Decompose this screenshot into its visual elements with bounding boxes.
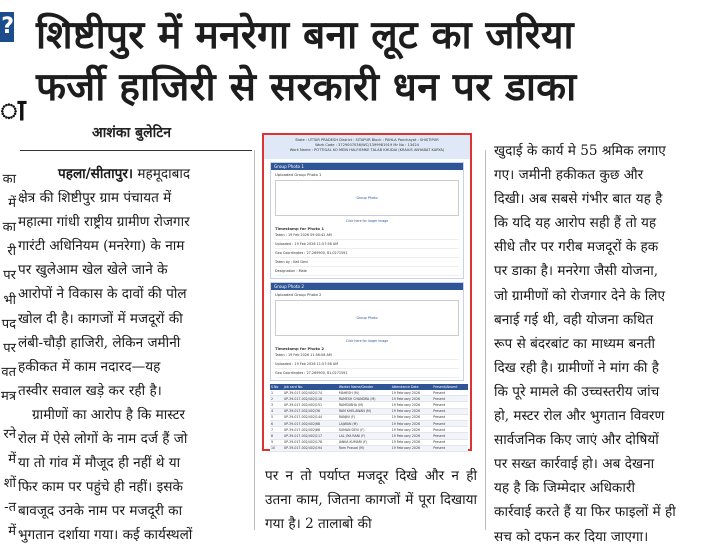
table-header-cell: Job card No. <box>283 384 338 390</box>
column-1-line: पर खुलेआम खेल खेले जाने के <box>18 262 168 279</box>
table-cell: 19 February 2026 <box>391 427 433 433</box>
table-cell: UP-39-017-002/402/88 <box>283 427 338 433</box>
table-cell: MAHESH (M) <box>338 390 391 396</box>
table-cell: UP-39-017-002/402/68 <box>283 420 338 426</box>
table-cell: Present <box>432 427 468 433</box>
column-3-line: सीधे तौर पर गरीब मजदूरों के हक <box>494 239 659 256</box>
byline-rule <box>20 150 252 151</box>
table-cell: Present <box>432 439 468 445</box>
clipped-text-fragment: मत्र <box>1 388 16 404</box>
column-1-line: आरोपों ने विकास के दावों की पोल <box>18 286 187 303</box>
group-photo-2-label: Uploaded Group Photo 2 <box>275 292 322 297</box>
table-cell: RAMESH CHANDRA (M) <box>338 396 391 402</box>
table-cell: 9 <box>270 439 283 445</box>
table-cell: LAJWAN (M) <box>338 420 391 426</box>
table-cell: 3 <box>270 402 283 408</box>
column-3-line: पर सख्त कार्रवाई हो। अब देखना <box>494 456 655 473</box>
table-cell: 6 <box>270 420 283 426</box>
column-3-line: कार्रवाई करते हैं या फिर फाइलों में ही <box>494 504 676 521</box>
timestamp-2-row: Taken : 19 Feb 2026 11:56:08 AM <box>275 351 459 360</box>
article-column-3 <box>494 139 704 549</box>
column-1-first-line <box>58 162 246 186</box>
article-column-1 <box>18 162 246 548</box>
column-1-line: हकीकत में काम नदारद—यह <box>18 358 161 375</box>
timestamp-1-row: Designation : Mate <box>275 267 459 276</box>
table-cell: 19 February 2026 <box>391 390 433 396</box>
column-2-paragraph: पर न तो पर्याप्त मजदूर दिखे और न ही उतना काम, जितना कागजों में पूरा दिखाया गया है। 2 तालाबो की <box>265 468 477 533</box>
table-cell: UP-39-017-002/402/151 <box>283 402 338 408</box>
headline-line-2: फर्जी हाजिरी से सरकारी धन पर डाका <box>36 65 577 110</box>
screenshot-header-workname: Work Name : POTTIGAL KO MEIN HALFIEMKE TALAB KHUDAI (KRAIUS ANYABAT KARYA) <box>289 148 445 152</box>
group-photo-1-title: Group Photo 1 <box>271 163 463 170</box>
column-1-line: या तो गांव में मौजूद ही नहीं थे या <box>18 455 181 472</box>
clipped-text-fragment: में <box>8 451 16 467</box>
embedded-attendance-screenshot <box>262 133 472 451</box>
table-cell: 5 <box>270 414 283 420</box>
column-3-line: खुदाई के कार्य मे 55 श्रमिक लगाए <box>494 143 666 159</box>
column-1-line: बावजूद उनके नाम पर मजदूरी का <box>18 503 183 520</box>
column-1-line: ग्रामीणों का आरोप है कि मास्टर <box>32 406 185 423</box>
table-cell: Present <box>432 433 468 439</box>
table-cell: SUMAN DEVI (F) <box>338 427 391 433</box>
column-3-line: सच को दफन कर दिया जाएगा। <box>494 528 649 545</box>
table-cell: 19 February 2026 <box>391 396 433 402</box>
column-3-line: यह है कि जिम्मेदार अधिकारी <box>494 480 635 497</box>
timestamp-1-row: Geo Coordinates : 27.269900, 81.0271591 <box>275 249 459 258</box>
clipped-text-fragment: का <box>2 220 16 236</box>
column-1-line: रोल में ऐसे लोगों के नाम दर्ज हैं जो <box>18 431 188 448</box>
table-header-cell: Present/Absent <box>432 384 468 390</box>
clipped-text-fragment: पर <box>3 340 16 356</box>
table-cell: LAL JIYA RANI (F) <box>338 433 391 439</box>
question-badge: ? <box>0 12 14 42</box>
table-cell: UP-39-017-002/402/36 <box>283 408 338 414</box>
table-cell: Present <box>432 402 468 408</box>
table-cell: UP-39-017-002/402/144 <box>283 414 338 420</box>
clipped-text-fragment: त- <box>4 499 16 515</box>
table-cell: 10 <box>270 445 283 451</box>
column-3-line: गए। जमीनी हकीकत कुछ और <box>494 167 644 184</box>
timestamp-1-row: Uploaded : 19 Feb 2026 11:57:56 AM <box>275 240 459 249</box>
column-3-line: हो, मस्टर रोल और भुगतान विवरण <box>494 408 665 425</box>
clipped-text-fragment: पर <box>3 268 16 284</box>
column-1-line: फिर काम पर पहुंचे ही नहीं। इसके <box>18 479 183 496</box>
column-3-line: कि पूरे मामले की उच्चस्तरीय जांच <box>494 383 660 400</box>
column-3-line: जो ग्रामीणों को रोजगार देने के लिए <box>494 287 666 304</box>
screenshot-header-state: State : UTTAR PRADESH District : SITAPUR Block : PAHLA Panchayat : SHISTIPUR <box>295 138 439 142</box>
screenshot-header-workcode: Work Code : 3729007036/WC/1399981919 Mr No : 13424 <box>315 143 419 147</box>
group-photo-2-enlarge-link[interactable]: Click here for larger image <box>345 339 389 343</box>
byline: आशंका बुलेटिन <box>92 125 172 141</box>
group-photo-1-enlarge-link[interactable]: Click here for larger image <box>345 219 389 223</box>
column-1-line: लंबी-चौड़ी हाजिरी, लेकिन जमीनी <box>18 334 181 351</box>
column-1-line: गारंटी अधिनियम (मनरेगा) के नाम <box>18 238 185 255</box>
column-divider <box>254 150 255 530</box>
clipped-text-fragment: का <box>2 172 16 187</box>
timestamp-1-row: Taken : 19 Feb 2026 09:00:42 AM <box>275 231 459 240</box>
group-photo-1-image <box>275 180 459 216</box>
table-cell: 8 <box>270 433 283 439</box>
table-cell: 19 February 2026 <box>391 433 433 439</box>
table-cell: 1 <box>270 390 283 396</box>
column-3-line: पर डाका है। मनरेगा जैसी योजना, <box>494 263 659 280</box>
group-photo-2-alt: Group Photo <box>356 316 378 321</box>
column-1-line: महात्मा गांधी राष्ट्रीय ग्रामीण रोजगार <box>18 214 190 231</box>
group-photo-1-label: Uploaded Group Photo 1 <box>275 172 322 177</box>
table-row <box>270 445 468 451</box>
table-cell: RAM KHELAWAN (M) <box>338 408 391 414</box>
group-photo-2-image <box>275 300 459 336</box>
column-1-line: तस्वीर सवाल खड़े कर रही है। <box>18 382 162 399</box>
clipped-text-fragment: भी <box>3 292 16 308</box>
column-3-line: रूप से बंदरबांट का माध्यम बनती <box>494 335 656 352</box>
table-cell: RANJNI (F) <box>338 414 391 420</box>
dateline: पहला/सीतापुर। <box>58 166 134 182</box>
column-3-line: दिखी। अब सबसे गंभीर बात यह है <box>494 191 663 208</box>
table-cell: 4 <box>270 408 283 414</box>
article-column-2 <box>265 464 477 536</box>
table-cell: JANKA KUMARI (F) <box>338 439 391 445</box>
table-cell: Present <box>432 396 468 402</box>
table-cell: 7 <box>270 427 283 433</box>
table-cell: 19 February 2026 <box>391 420 433 426</box>
table-header-cell: Worker Name/Gender <box>338 384 391 390</box>
table-cell: Present <box>432 414 468 420</box>
group-photo-2-panel <box>270 282 464 381</box>
table-cell: RAMSUBHA (M) <box>338 402 391 408</box>
timestamp-2-title: Timestamp for Photo 2 <box>275 346 324 351</box>
timestamp-1-row: Taken by : Kali Devi <box>275 258 459 267</box>
timestamp-1-title: Timestamp for Photo 1 <box>275 226 324 231</box>
group-photo-2-title: Group Photo 2 <box>271 283 463 290</box>
timestamp-2-row: Uploaded : 19 Feb 2026 11:57:56 AM <box>275 360 459 369</box>
table-cell: UP-39-017-002/402/174 <box>283 390 338 396</box>
clipped-text-fragment: में <box>8 523 16 539</box>
headline <box>36 10 708 114</box>
attendance-table <box>270 384 468 452</box>
table-cell: 19 February 2026 <box>391 402 433 408</box>
clipped-text-fragment: पद <box>1 316 16 332</box>
table-cell: Present <box>432 420 468 426</box>
table-cell: UP-39-017-002/402/194 <box>283 445 338 451</box>
headline-line-1: शिष्टीपुर में मनरेगा बना लूट का जरिया <box>36 13 574 58</box>
table-cell: UP-39-017-002/402/178 <box>283 439 338 445</box>
column-3-line: सार्वजनिक किए जाएं और दोषियों <box>494 432 659 449</box>
group-photo-1-alt: Group Photo <box>356 196 378 201</box>
table-cell: Present <box>432 408 468 414</box>
group-photo-1-panel <box>270 162 464 279</box>
table-cell: Present <box>432 445 468 451</box>
timestamp-2-row: Geo Coordinates : 27.269900, 81.0271591 <box>275 369 459 378</box>
column-1-line: क्षेत्र की शिष्टीपुर ग्राम पंचायत में <box>18 190 172 207</box>
table-cell: UP-39-017-002/402/118 <box>283 396 338 402</box>
column-3-line: दिख रही है। ग्रामीणों ने मांग की है <box>494 359 659 376</box>
table-cell: 19 February 2026 <box>391 414 433 420</box>
clipped-headline-glyph: ा <box>0 93 26 128</box>
table-cell: 19 February 2026 <box>391 408 433 414</box>
table-cell: 2 <box>270 396 283 402</box>
clipped-text-fragment: री <box>7 244 16 260</box>
table-header-cell: Attendance Date <box>391 384 433 390</box>
table-cell: Present <box>432 390 468 396</box>
column-1-line: भुगतान दर्शाया गया। कई कार्यस्थलों <box>18 527 193 544</box>
previous-column-fragment <box>0 0 26 539</box>
table-cell: 19 February 2026 <box>391 439 433 445</box>
clipped-text-fragment: में <box>8 196 16 212</box>
clipped-text-fragment: शों <box>3 475 16 491</box>
table-header-cell: S.No <box>270 384 283 390</box>
clipped-text-fragment: रने <box>3 427 16 443</box>
column-divider <box>485 150 486 530</box>
column-3-line: बनाई गई थी, वही योजना कथित <box>494 311 654 328</box>
table-cell: UP-39-017-002/402/117 <box>283 433 338 439</box>
clipped-text-fragment: वत <box>1 364 16 380</box>
table-cell: Ram Prasad (M) <box>338 445 391 451</box>
screenshot-header <box>264 135 470 159</box>
table-cell: 19 February 2026 <box>391 445 433 451</box>
column-3-line: कि यदि यह आरोप सही हैं तो यह <box>494 215 657 232</box>
column-1-line: महमूदाबाद <box>137 166 191 182</box>
column-1-line: खोल दी है। कागजों में मजदूरों की <box>18 310 183 327</box>
